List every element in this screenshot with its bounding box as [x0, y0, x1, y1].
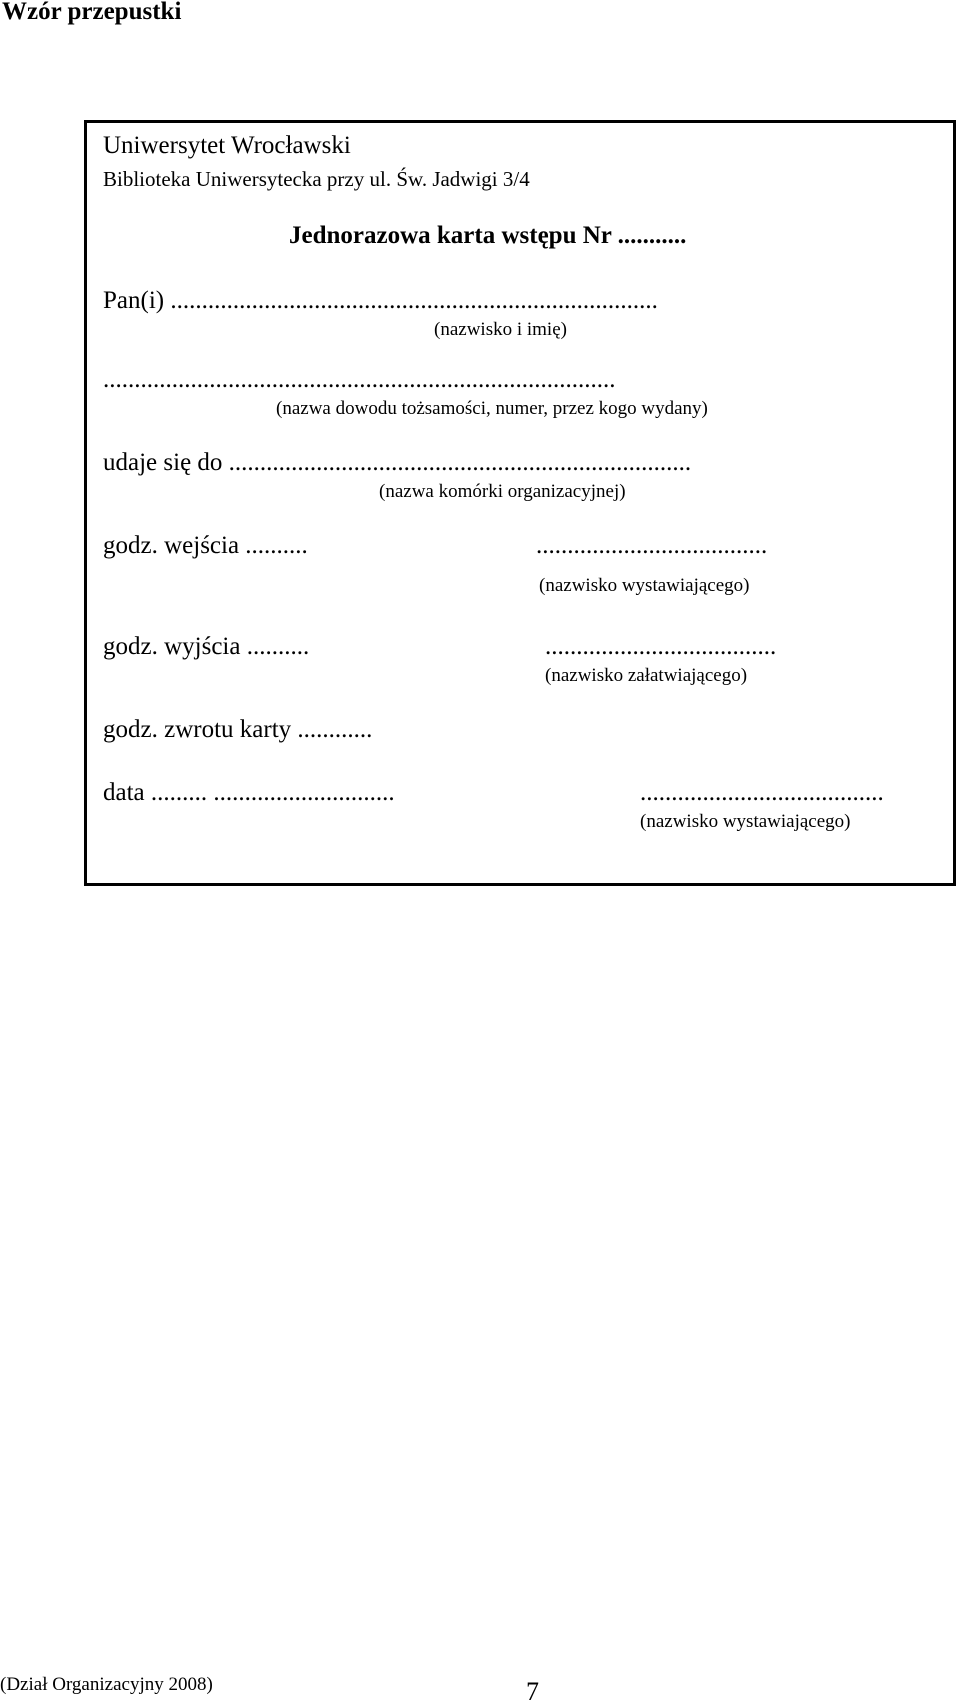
entry-issuer-caption: (nazwisko wystawiającego)	[539, 575, 750, 596]
date-field: data ......... .............................	[103, 779, 395, 806]
pan-caption: (nazwisko i imię)	[434, 319, 567, 340]
id-caption: (nazwa dowodu tożsamości, numer, przez kogo wydany)	[276, 398, 708, 419]
destination-caption: (nazwa komórki organizacyjnej)	[379, 481, 626, 502]
exit-handler-caption: (nazwisko załatwiającego)	[545, 665, 748, 686]
footer-note: (Dział Organizacyjny 2008)	[0, 1674, 213, 1695]
entry-time-field: godz. wejścia ..........	[103, 532, 308, 559]
entry-issuer-field: .....................................	[536, 532, 768, 559]
destination-field: udaje się do ..........................................................................	[103, 449, 692, 476]
library-address: Biblioteka Uniwersytecka przy ul. Św. Jadwigi 3/4	[103, 167, 530, 191]
card-title: Jednorazowa karta wstępu Nr ...........	[289, 222, 687, 249]
exit-handler-field: .....................................	[545, 633, 777, 660]
institution-name: Uniwersytet Wrocławski	[103, 132, 351, 159]
return-time-field: godz. zwrotu karty ............	[103, 716, 373, 743]
date-issuer-caption: (nazwisko wystawiającego)	[640, 811, 851, 832]
exit-time-field: godz. wyjścia ..........	[103, 633, 310, 660]
date-issuer-field: .......................................	[640, 779, 884, 806]
id-field: ..................................................................................	[103, 366, 616, 393]
page-number: 7	[526, 1677, 539, 1706]
page-heading: Wzór przepustki	[2, 0, 182, 25]
pan-field: Pan(i) ..............................................................................	[103, 287, 658, 314]
